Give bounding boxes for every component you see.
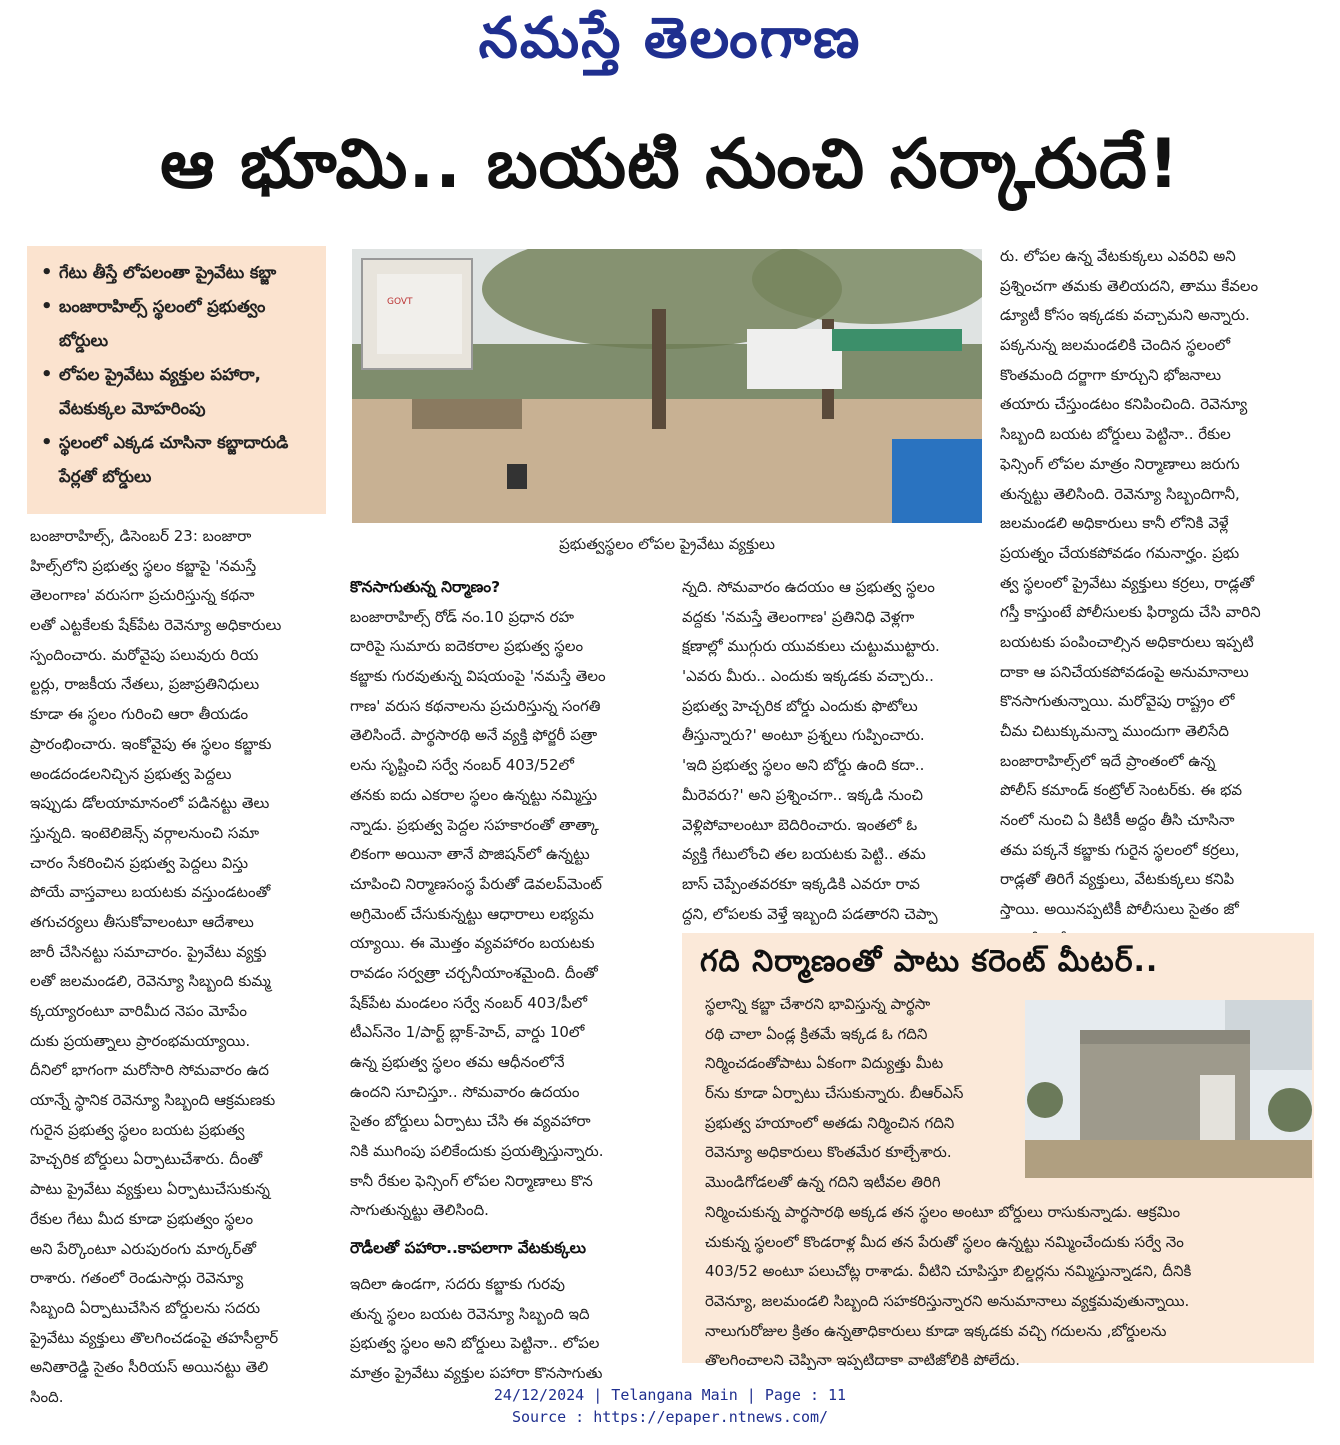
- text-line: సింది.: [30, 1387, 64, 1406]
- text-line: కబ్జాకు గురవుతున్న విషయంపై 'నమస్తే తెలం: [350, 667, 606, 686]
- text-line: స్పందించారు. మరోవైపు పలువురు రియ: [30, 645, 259, 664]
- text-line: ఉందని సూచిస్తూ.. సోమవారం ఉదయం: [350, 1082, 580, 1101]
- article-column-3: [682, 573, 982, 929]
- text-line: మొండిగోడలతో ఉన్న గదిని ఇటీవల తిరిగి: [705, 1173, 941, 1192]
- text-line: క్షణాల్లో ముగ్గురు యువకులు చుట్టుముట్టారు.: [682, 637, 940, 656]
- text-line: రాశారు. గతంలో రెండుసార్లు రెవెన్యూ: [30, 1269, 244, 1288]
- text-line: బంజారాహిల్స్ రోడ్ నం.10 ప్రధాన రహ: [350, 607, 575, 626]
- text-line: కానీ రేకుల ఫెన్సింగ్ లోపల నిర్మాణాలు కొన: [350, 1171, 593, 1190]
- article-column-4: [1000, 242, 1315, 955]
- text-line: ర్‌ను కూడా ఏర్పాటు చేసుకున్నారు. బీఆర్‌ఎస్: [705, 1084, 964, 1103]
- footer-date-page: 24/12/2024 | Telangana Main | Page : 11: [493, 1386, 847, 1404]
- text-line: దుకు ప్రయత్నాలు ప్రారంభమయ్యాయి.: [30, 1031, 251, 1050]
- news-photo-site: [352, 249, 982, 523]
- text-line: సైతం బోర్డులు ఏర్పాటు చేసి ఈ వ్యవహారా: [350, 1112, 591, 1131]
- subhead-rowdies: రౌడీలతో పహారా..కాపలాగా వేటకుక్కలు: [350, 1239, 586, 1258]
- text-line: గాణ' వరుస కథనాలను ప్రచురిస్తున్న సంగతి: [350, 696, 601, 715]
- footer: [0, 1384, 1340, 1428]
- text-line: పోయే వాస్తవాలు బయటకు వస్తుండటంతో: [30, 883, 271, 902]
- highlight-item: • స్థలంలో ఎక్కడ చూసినా కబ్జాదారుడి పేర్లతో బోర్డులు: [41, 426, 318, 494]
- text-line: బయటకు పంపించాల్సిన అధికారులు ఇప్పటి: [1000, 632, 1254, 651]
- text-line: 403/52 అంటూ పలుచోట్ల రాశాడు. వీటిని చూపిస్తూ బిల్డర్లను నమ్మిస్తున్నాడని, దీనికి: [705, 1262, 1192, 1281]
- text-line: అగ్రిమెంట్ చేసుకున్నట్టు ఆధారాలు లభ్యమ: [350, 904, 594, 923]
- text-line: తయారు చేస్తుండటం కనిపించింది. రెవెన్యూ: [1000, 395, 1248, 414]
- article-column-1: [30, 522, 330, 1413]
- text-line: రు. లోపల ఉన్న వేటకుక్కలు ఎవరివి అని: [1000, 247, 1236, 265]
- text-line: గస్తీ కాస్తుంటే పోలీసులకు ఫిర్యాదు చేసి వారిని: [1000, 603, 1261, 622]
- text-line: వ్యక్తి గేటులోంచి తల బయటకు పెట్టి.. తమ: [682, 845, 926, 864]
- text-line: చుకున్న స్థలంలో కొండరాళ్ల మీద తన పేరుతో స్థలం ఉన్నట్టు నమ్మించేందుకు సర్వే నెం: [705, 1232, 1184, 1251]
- text-line: ప్రభుత్వ స్థలం అని బోర్డులు పెట్టినా.. లోపల: [350, 1334, 600, 1353]
- news-photo-room: [1025, 1000, 1312, 1178]
- text-line: గురైన ప్రభుత్వ స్థలం బయట ప్రభుత్వ: [30, 1120, 245, 1139]
- text-line: తున్న స్థలం బయట రెవెన్యూ సిబ్బంది ఇది: [350, 1304, 590, 1323]
- text-line: బంజారాహిల్స్‌లో ఇదే ప్రాంతంలో ఉన్న: [1000, 751, 1216, 770]
- text-line: ప్రభుత్వ హెచ్చరిక బోర్డు ఎందుకు ఫొటోలు: [682, 696, 918, 715]
- text-line: చారం సేకరించిన ప్రభుత్వ పెద్దలు విస్తు: [30, 853, 249, 872]
- text-line: ప్రశ్నించగా తమకు తెలియదని, తాము కేవలం: [1000, 276, 1259, 295]
- text-line: ప్రభుత్వ హయాంలో అతడు నిర్మించిన గదిని: [705, 1113, 955, 1132]
- text-line: స్థలాన్ని కబ్జా చేశారని భావిస్తున్న పార్థసా: [705, 995, 931, 1013]
- text-line: దీనిలో భాగంగా మరోసారి సోమవారం ఉద: [30, 1061, 270, 1080]
- masthead: నమస్తే తెలంగాణ: [478, 6, 862, 71]
- text-line: ఉన్న ప్రభుత్వ స్థలం తమ ఆధీనంలోనే: [350, 1053, 565, 1071]
- article-column-2: [350, 573, 665, 1389]
- sidebar-story-text-narrow: [705, 990, 1017, 1198]
- text-line: ప్రైవేటు వ్యక్తులు తొలగించడంపై తహసీల్దార్: [30, 1328, 279, 1347]
- text-line: తున్నట్టు తెలిసింది. రెవెన్యూ సిబ్బందిగానీ,: [1000, 484, 1240, 503]
- sidebar-story-text-wide: [705, 1198, 1303, 1376]
- text-line: స్తున్నది. ఇంటెలిజెన్స్ వర్గాలనుంచి సమా: [30, 823, 260, 842]
- bullet-icon: •: [41, 432, 53, 453]
- svg-text:GOVT: GOVT: [387, 297, 413, 307]
- text-line: నిర్మించడంతోపాటు ఏకంగా విద్యుత్తు మీట: [705, 1054, 944, 1073]
- text-line: సిబ్బంది బయట బోర్డులు పెట్టినా.. రేకుల: [1000, 425, 1231, 444]
- subhead-construction: కొనసాగుతున్న నిర్మాణం?: [350, 578, 501, 596]
- text-line: కొంతమంది దర్జాగా కూర్చుని భోజనాలు: [1000, 365, 1222, 384]
- text-line: యాన్నే స్థానిక రెవెన్యూ సిబ్బంది ఆక్రమణకు: [30, 1091, 276, 1110]
- bullet-icon: •: [41, 262, 53, 283]
- text-line: బంజారాహిల్స్, డిసెంబర్ 23: బంజారా: [30, 527, 252, 545]
- text-line: ఇదిలా ఉండగా, సదరు కబ్జాకు గురవు: [350, 1274, 566, 1293]
- text-line: ఇప్పుడు డోలయామానంలో పడినట్టు తెలు: [30, 794, 270, 813]
- text-line: తెలంగాణ' వరుసగా ప్రచురిస్తున్న కథనా: [30, 586, 255, 605]
- text-line: డ్యూటీ కోసం ఇక్కడకు వచ్చామని అన్నారు.: [1000, 306, 1250, 325]
- text-line: తీస్తున్నారు?' అంటూ ప్రశ్నలు గుప్పించారు.: [682, 726, 925, 745]
- text-line: మాత్రం ప్రైవేటు వ్యక్తుల పహారా కొనసాగుతు: [350, 1363, 603, 1382]
- text-line: రథి చాలా ఏండ్ల క్రితమే ఇక్కడ ఓ గదిని: [705, 1024, 928, 1043]
- text-line: హిల్స్‌లోని ప్రభుత్వ స్థలం కబ్జాపై 'నమస్తే: [30, 556, 257, 575]
- headline: ఆ భూమి.. బయటి నుంచి సర్కారుదే!: [160, 125, 1180, 204]
- column-2-paragraph-1: [350, 603, 665, 1226]
- text-line: ల్టర్లు, రాజకీయ నేతలు, ప్రజాప్రతినిధులు: [30, 675, 260, 694]
- text-line: నికి ముగింపు పలికేందుకు ప్రయత్నిస్తున్నారు.: [350, 1142, 604, 1161]
- highlight-item: • గేటు తీస్తే లోపలంతా ప్రైవేటు కబ్జా: [41, 256, 318, 290]
- text-line: రెవెన్యూ అధికారులు కొంతమేర కూల్చేశారు.: [705, 1143, 952, 1162]
- text-line: దాకా ఆ పనిచేయకపోవడంపై అనుమానాలు: [1000, 662, 1249, 681]
- text-line: అండదండలనిచ్చిన ప్రభుత్వ పెద్దలు: [30, 764, 232, 783]
- text-line: లతో ఎట్టకేలకు షేక్‌పేట రెవెన్యూ అధికారులు: [30, 616, 282, 635]
- text-line: తొలగించాలని చెప్పినా ఇప్పటిదాకా వాటిజోలికి పోలేదు.: [705, 1351, 1020, 1370]
- text-line: న్నది. సోమవారం ఉదయం ఆ ప్రభుత్వ స్థలం: [682, 578, 935, 596]
- text-line: 'ఇది ప్రభుత్వ స్థలం అని బోర్డు ఉంది కదా..: [682, 756, 925, 775]
- text-line: దారిపై సుమారు ఐదెకరాల ప్రభుత్వ స్థలం: [350, 637, 584, 656]
- text-line: పాటు ప్రైవేటు వ్యక్తులు ఏర్పాటుచేసుకున్న: [30, 1180, 270, 1199]
- text-line: వద్దకు 'నమస్తే తెలంగాణ' ప్రతినిధి వెళ్లగా: [682, 607, 915, 626]
- column-2-paragraph-2: [350, 1270, 665, 1389]
- text-line: కొనసాగుతున్నాయి. మరోవైపు రాష్ట్రం లో: [1000, 692, 1235, 711]
- text-line: అనితారెడ్డి సైతం సీరియస్ అయినట్టు తెలి: [30, 1358, 269, 1377]
- text-line: లతో జలమండలి, రెవెన్యూ సిబ్బంది కుమ్మ: [30, 972, 271, 991]
- site-photo-illustration: [352, 249, 982, 523]
- highlights-box: [27, 246, 326, 514]
- text-line: య్యాయి. ఈ మొత్తం వ్యవహారం బయటకు: [350, 934, 595, 953]
- text-line: పోలీస్ కమాండ్ కంట్రోల్ సెంటర్‌కు. ఈ భవ: [1000, 781, 1243, 800]
- sidebar-story-title: గది నిర్మాణంతో పాటు కరెంట్ మీటర్..: [700, 944, 1159, 979]
- text-line: స్తాయి. అయినప్పటికీ పోలీసులు సైతం జో: [1000, 900, 1239, 919]
- text-line: వెళ్లిపోవాలంటూ బెదిరించారు. ఇంతలో ఓ: [682, 815, 918, 834]
- text-line: మీరెవరు?' అని ప్రశ్నించగా.. ఇక్కడి నుంచి: [682, 785, 923, 804]
- text-line: జలమండలి అధికారులు కానీ లోనికి వెళ్లే: [1000, 514, 1229, 533]
- text-line: రెవెన్యూ, జలమండలి సిబ్బంది సహకరిస్తున్నారని అనుమానాలు వ్యక్తమవుతున్నాయి.: [705, 1292, 1190, 1311]
- text-line: ప్రారంభించారు. ఇంకోవైపు ఈ స్థలం కబ్జాకు: [30, 734, 272, 753]
- bullet-icon: •: [41, 364, 53, 385]
- photo-caption: ప్రభుత్వస్థలం లోపల ప్రైవేటు వ్యక్తులు: [559, 535, 775, 553]
- text-line: తమ పక్కనే కబ్జాకు గురైన స్థలంలో కర్రలు,: [1000, 840, 1240, 859]
- text-line: క్కయ్యారంటూ వారిమీద నెపం మోపేం: [30, 1002, 247, 1020]
- text-line: లను సృష్టించి సర్వే నంబర్ 403/52లో: [350, 756, 574, 775]
- footer-source: Source : https://epaper.ntnews.com/: [511, 1408, 829, 1426]
- text-line: తగుచర్యలు తీసుకోవాలంటూ ఆదేశాలు: [30, 912, 254, 931]
- text-line: చూపించి నిర్మాణసంస్థ పేరుతో డెవలప్‌మెంట్: [350, 874, 602, 893]
- text-line: న్నాడు. ప్రభుత్వ పెద్దల సహకారంతో తాత్కా: [350, 815, 599, 834]
- text-line: త్వ స్థలంలో ప్రైవేటు వ్యక్తులు కర్రలు, రాడ్లతో: [1000, 573, 1255, 592]
- text-line: సాగుతున్నట్టు తెలిసింది.: [350, 1201, 489, 1220]
- text-line: సిబ్బంది ఏర్పాటుచేసిన బోర్డులను సదరు: [30, 1298, 261, 1317]
- room-photo-illustration: [1025, 1000, 1312, 1178]
- text-line: నిర్మించుకున్న పార్థసారథి అక్కడ తన స్థలం అంటూ బోర్డులు రాసుకున్నాడు. ఆక్రమిం: [705, 1203, 1181, 1221]
- text-line: నంలో నుంచి ఏ కిటికీ అద్దం తీసి చూసినా: [1000, 811, 1235, 830]
- text-line: 'ఎవరు మీరు.. ఎందుకు ఇక్కడకు వచ్చారు..: [682, 667, 934, 686]
- highlight-item: • లోపల ప్రైవేటు వ్యక్తుల పహారా, వేటకుక్కల మోహరింపు: [41, 358, 318, 426]
- text-line: ద్దని, లోపలకు వెళ్తే ఇబ్బంది పడతారని చెప్పా: [682, 904, 938, 923]
- text-line: రేకుల గేటు మీద కూడా ప్రభుత్వం స్థలం: [30, 1209, 254, 1228]
- text-line: అని పేర్కొంటూ ఎరుపురంగు మార్కర్‌తో: [30, 1239, 256, 1258]
- text-line: చీమ చిటుక్కుమన్నా ముందుగా తెలిసేది: [1000, 722, 1229, 740]
- bullet-icon: •: [41, 296, 53, 317]
- highlight-item: • బంజారాహిల్స్ స్థలంలో ప్రభుత్వం బోర్డులు: [41, 290, 318, 358]
- text-line: తనకు ఐదు ఎకరాల స్థలం ఉన్నట్టు నమ్మిస్తు: [350, 785, 598, 804]
- text-line: టీఎస్‌నెం 1/పార్ట్ బ్లాక్-హెచ్, వార్డు 10లో: [350, 1023, 585, 1042]
- text-line: నాలుగురోజుల క్రితం ఉన్నతాధికారులు కూడా ఇక్కడకు వచ్చి గదులను ,బోర్డులను: [705, 1321, 1167, 1340]
- text-line: ఫెన్సింగ్ లోపల మాత్రం నిర్మాణాలు జరుగు: [1000, 454, 1240, 473]
- text-line: రావడం సర్వత్రా చర్చనీయాంశమైంది. దీంతో: [350, 963, 598, 982]
- text-line: పక్కనున్న జలమండలికి చెందిన స్థలంలో: [1000, 336, 1231, 355]
- text-line: తెలిసిందే. పార్థసారథి అనే వ్యక్తి ఫోర్జరీ పత్రా: [350, 726, 598, 745]
- text-line: హెచ్చరిక బోర్డులు ఏర్పాటుచేశారు. దీంతో: [30, 1150, 263, 1169]
- text-line: లికంగా అయినా తానే పొజిషన్‌లో ఉన్నట్టు: [350, 845, 590, 864]
- text-line: ప్రయత్నం చేయకపోవడం గమనార్హం. ప్రభు: [1000, 543, 1240, 562]
- text-line: కూడా ఈ స్థలం గురించి ఆరా తీయడం: [30, 705, 249, 724]
- text-line: జారీ చేసినట్టు సమాచారం. ప్రైవేటు వ్యక్తు: [30, 942, 267, 961]
- text-line: రాడ్లతో తిరిగే వ్యక్తులు, వేటకుక్కలు కనిపి: [1000, 870, 1235, 889]
- text-line: బాస్ చెప్పేంతవరకూ ఇక్కడికి ఎవరూ రావ: [682, 874, 920, 893]
- text-line: షేక్‌పేట మండలం సర్వే నంబర్ 403/పీలో: [350, 993, 588, 1012]
